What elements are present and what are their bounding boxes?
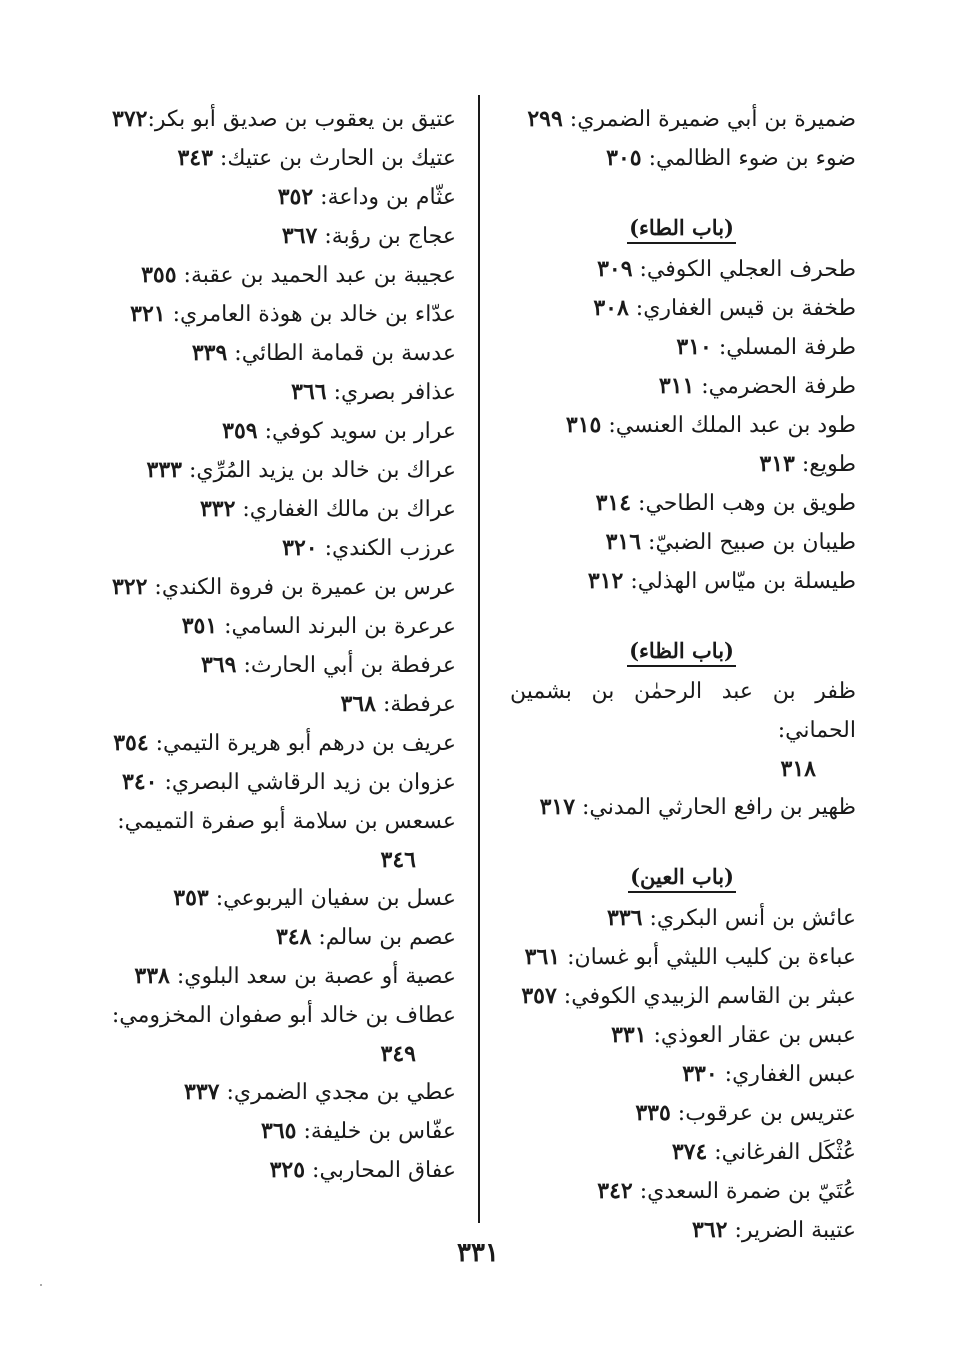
entry-page-ref: ٣٣٣ [146,457,182,483]
entry-page-ref: ٣٦٨ [340,691,376,717]
entry-page-ref: ٣٣٩ [191,340,228,366]
entry-page-ref: ٣٥١ [181,613,218,639]
entry-page-ref: ٣٠٨ [593,295,629,321]
entry-page-ref: ٣٦٥ [261,1118,297,1144]
entry-name: عطي بن مجدي الضمري: [219,1080,456,1105]
index-entry [100,412,456,451]
index-entry-continuation [100,841,456,879]
entry-page-ref: ٣١٢ [587,568,624,594]
entry-name: عريف بن درهم أبو هريرة التيمي: [148,731,456,756]
index-entry [100,918,456,957]
entry-page-ref: ٣٣١ [611,1022,647,1048]
entry-name: طخفة بن قيس الغفاري: [628,296,856,321]
entry-name: طرفة المسلي: [711,335,856,360]
entry-page-ref: ٣٧٢ [112,106,148,132]
index-entry [510,100,856,139]
entry-page-ref: ٣٤٨ [275,924,312,950]
index-entry [100,256,456,295]
entry-name: طيسلة بن ميّاس الهذلي: [623,569,856,594]
index-entry [510,523,856,562]
entry-page-ref: ٣٣٠ [682,1061,718,1087]
entry-name: عبثر بن القاسم الزبيدي الكوفي: [556,984,856,1009]
index-entry [510,289,856,328]
index-entry [100,295,456,334]
entry-name: عرعرة بن البرند السامي: [217,614,456,639]
entry-page-ref: ٣١٠ [676,334,712,360]
right-column [510,100,856,1250]
entry-name: عزوان بن زيد الرقاشي البصري: [157,770,456,795]
index-entry [100,1073,456,1112]
entry-name: عائش بن أنس البكري: [642,906,856,931]
section-heading: (باب العين) [628,864,736,893]
section-heading-wrapper [510,611,856,673]
entry-name: عراك بن مالك الغفاري: [235,497,456,522]
entry-name: عدسة بن قمامة الطائي: [227,341,456,366]
entry-name: طرفة الحضرمي: [694,374,856,399]
entry-page-ref: ٣٣٢ [199,496,236,522]
entry-page-ref: ٣٠٥ [606,145,642,171]
index-entry [100,1112,456,1151]
entry-page-ref: ٣٥٤ [113,730,149,756]
index-entry [510,367,856,406]
index-entry [510,445,856,484]
scan-speck [40,1284,42,1286]
entry-name: ضوء بن ضوء الظالمي: [641,146,856,171]
index-entry-continuation [100,1035,456,1073]
index-entry [100,685,456,724]
entry-name: عرزب الكندي: [317,536,456,561]
entry-name: عتيق بن يعقوب بن صديق أبو بكر: [147,107,456,132]
index-entry [100,451,456,490]
entry-name: طيبان بن صبيح الضبيّ: [641,530,856,555]
entry-page-ref: ٣٥٢ [277,184,314,210]
entry-page-ref: ٣٧٤ [671,1139,708,1165]
entry-name: عسعس بن سلامة أبو صفرة التميمي: [117,809,456,834]
entry-page-ref: ٣٣٧ [184,1079,220,1105]
index-entry [510,899,856,938]
entry-name: عراك بن خالد بن يزيد المُرِّي: [181,458,456,483]
entry-page-ref: ٣٦١ [524,944,561,970]
entry-page-ref: ٣١١ [658,373,695,399]
entry-name: عتيك بن الحارث بن عتيك: [212,146,456,171]
entry-page-ref: ٣١٥ [565,412,602,438]
index-entry [510,484,856,523]
index-entry [510,562,856,601]
index-entry [510,1172,856,1211]
entry-page-ref: ٣٤٣ [177,145,213,171]
section-heading: (باب الظاء) [627,638,736,667]
index-entry [100,373,456,412]
index-entry [510,673,856,750]
entry-name: طود بن عبد الملك العنسي: [601,413,856,438]
entry-page-ref: ٣٣٨ [134,963,170,989]
index-entry [100,996,456,1035]
entry-name: عذافر بصري: [326,380,456,405]
page-number: ٣٣١ [457,1238,499,1268]
section-heading-wrapper [510,188,856,250]
entry-name: عفّاس بن خليفة: [296,1119,456,1144]
index-entry [510,1094,856,1133]
index-entry [100,646,456,685]
entry-page-ref: ٣٦٢ [692,1217,728,1243]
index-entry [100,802,456,841]
entry-name: عرس بن عميرة بن فروة الكندي: [147,575,456,600]
entry-page-ref: ٣٣٥ [635,1100,671,1126]
entry-name: عرار بن سويد كوفي: [257,419,456,444]
entry-page-ref: ٣٢١ [130,301,166,327]
index-entry [100,763,456,802]
index-entry-continuation [510,750,856,788]
entry-name: عسل بن سفيان اليربوعي: [208,886,456,911]
entry-name: عُتَيّ بن ضمرة السعدي: [632,1179,856,1204]
entry-name: ضميرة بن أبي ضميرة الضمري: [562,107,856,132]
section-heading-wrapper [510,837,856,899]
index-entry [100,217,456,256]
entry-name: ظهير بن رافع الحارثي المدني: [575,795,856,820]
column-divider [478,95,480,1223]
index-entry [100,100,456,139]
index-entry [100,879,456,918]
entry-page-ref: ٣٢٢ [111,574,148,600]
entry-name: عرفطة: [375,692,456,717]
entry-page-ref: ٣٢٥ [269,1157,306,1183]
entry-name: عثّام بن وداعة: [313,185,456,210]
left-column [100,100,456,1190]
index-entry [510,1055,856,1094]
entry-page-ref: ٣٤٢ [597,1178,633,1204]
entry-page-ref: ٣١٦ [605,529,642,555]
index-entry [100,607,456,646]
entry-page-ref: ٣٦٦ [291,379,327,405]
index-entry [100,724,456,763]
index-entry [510,788,856,827]
index-entry [100,529,456,568]
index-entry [510,406,856,445]
entry-name: عدّاء بن خالد بن هوذة العامري: [165,302,456,327]
index-entry [100,957,456,996]
entry-name: عتريس بن عرقوب: [670,1101,856,1126]
index-entry [100,139,456,178]
index-entry [510,938,856,977]
entry-page-ref: ٣٥٩ [222,418,258,444]
index-entry [100,568,456,607]
entry-name: عفاق المحاربي: [305,1158,456,1183]
entry-page-ref: ٣٦٩ [201,652,237,678]
entry-name: طحرف العجلي الكوفي: [632,257,856,282]
entry-name: عتيبة الضرير: [727,1218,856,1243]
index-entry [100,334,456,373]
entry-page-ref: ٣٤٠ [122,769,158,795]
entry-name: عطاف بن خالد أبو صفوان المخزومي: [111,1003,456,1028]
section-heading: (باب الطاء) [627,215,736,244]
entry-name: عصية أو عصبة بن سعد البلوي: [169,964,456,989]
entry-page-ref: ٣١٨ [780,756,816,782]
entry-page-ref: ٣٦٧ [281,223,318,249]
entry-name: عجاج بن رؤبة: [317,224,456,249]
entry-page-ref: ٣١٤ [595,490,632,516]
entry-name: طويق بن وهب الطاحي: [631,491,856,516]
entry-page-ref: ٣٠٩ [597,256,633,282]
entry-page-ref: ٣١٣ [759,451,795,477]
entry-page-ref: ٣٤٩ [380,1041,416,1067]
entry-page-ref: ٣٤٦ [380,847,416,873]
entry-page-ref: ٣٥٥ [141,262,177,288]
entry-page-ref: ٣٢٠ [282,535,318,561]
index-entry [510,977,856,1016]
index-entry [510,328,856,367]
entry-page-ref: ٢٩٩ [527,106,563,132]
entry-page-ref: ٣٣٦ [607,905,643,931]
index-entry [510,250,856,289]
index-entry [100,1151,456,1190]
entry-name: ظفر بن عبد الرحمٰن بن بشمين الحماني: [510,679,856,743]
entry-name: عباءة بن كليب الليثي أبو غسان: [560,945,856,970]
entry-name: عرفطة بن أبي الحارث: [236,653,456,678]
entry-name: عُثْكَل الفرغاني: [707,1140,856,1165]
entry-name: عبس الغفاري: [717,1062,856,1087]
entry-name: عجيبة بن عبد الحميد بن عقبة: [176,263,456,288]
entry-page-ref: ٣٥٧ [521,983,557,1009]
index-entry [510,1133,856,1172]
index-entry [100,178,456,217]
index-entry [510,1016,856,1055]
entry-name: عبس بن عقار العوذي: [646,1023,856,1048]
entry-name: طويع: [794,452,856,477]
entry-page-ref: ٣٥٣ [173,885,209,911]
index-entry [100,490,456,529]
entry-name: عصم بن سالم: [311,925,456,950]
index-entry [510,139,856,178]
entry-page-ref: ٣١٧ [539,794,576,820]
